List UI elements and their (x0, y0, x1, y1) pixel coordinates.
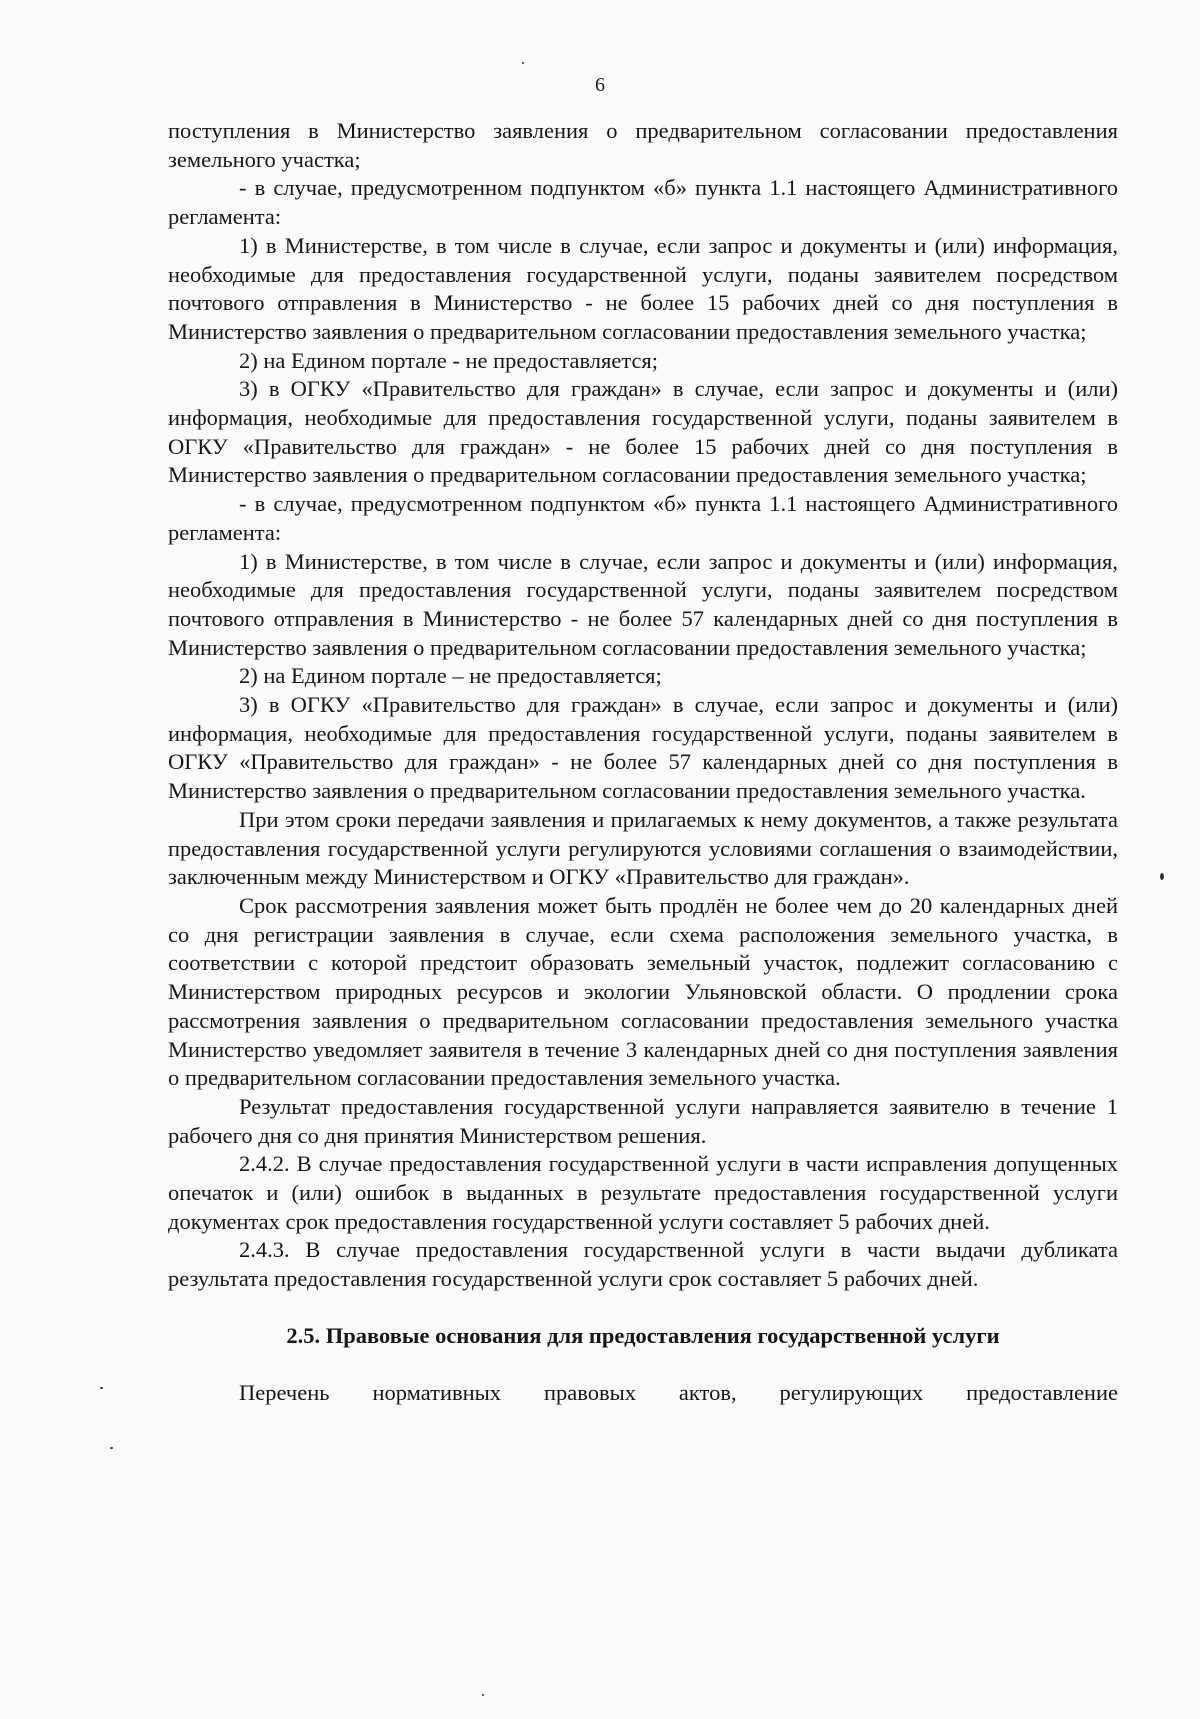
section-gap (168, 1294, 1118, 1322)
scan-speck (110, 1447, 113, 1449)
paragraph: 2) на Едином портале – не предоставляется; (239, 663, 662, 689)
paragraph: 3) в ОГКУ «Правительство для граждан» в случае, если запрос и документы и (или) информация, необходимые для предоставления государственной услуги, поданы заявителем в ОГКУ «Правительство для граждан» - не более 57 календарных дней со дня поступления в Министерство заявления о предварительном согласовании предоставления земельного участка. (168, 692, 1118, 804)
scan-speck (522, 62, 524, 64)
paragraph: 1) в Министерстве, в том числе в случае, если запрос и документы и (или) информация, необходимые для предоставления государственной услуги, поданы заявителем посредством почтового отправления в Министерство - не более 15 рабочих дней со дня поступления в Министерство заявления о предварительном согласовании предоставления земельного участка; (168, 232, 1118, 344)
paragraph: 2.4.3. В случае предоставления государственной услуги в части выдачи дубликата результата предоставления государственной услуги срок составляет 5 рабочих дней. (168, 1237, 1118, 1292)
paragraph: При этом сроки передачи заявления и прилагаемых к нему документов, а также результата предоставления государственной услуги регулируются условиями соглашения о взаимодействии, заключенным между Министерством и ОГКУ «Правительство для граждан». (168, 806, 1118, 890)
scan-speck (100, 1387, 103, 1389)
scan-speck (1160, 873, 1164, 880)
scan-speck (482, 1694, 484, 1696)
paragraph: 2) на Едином портале - не предоставляется; (239, 347, 659, 373)
paragraph: Результат предоставления государственной услуги направляется заявителю в течение 1 рабочего дня со дня принятия Министерством решения. (168, 1093, 1118, 1148)
paragraph: 1) в Министерстве, в том числе в случае, если запрос и документы и (или) информация, необходимые для предоставления государственной услуги, поданы заявителем посредством почтового отправления в Министерство - не более 57 календарных дней со дня поступления в Министерство заявления о предварительном согласовании предоставления земельного участка; (168, 548, 1118, 660)
document-body (168, 117, 1118, 1407)
paragraph: Перечень нормативных правовых актов, регулирующих предоставление (239, 1379, 1118, 1405)
paragraph: Срок рассмотрения заявления может быть продлён не более чем до 20 календарных дней со дня регистрации заявления в случае, если схема расположения земельного участка, в соответствии с которой предстоит образовать земельный участок, подлежит согласованию с Министерством природных ресурсов и экологии Ульяновской области. О продлении срока рассмотрения заявления о предварительном согласовании предоставления земельного участка Министерство уведомляет заявителя в течение 3 календарных дней со дня поступления заявления о предварительном согласовании предоставления земельного участка. (168, 892, 1118, 1091)
page-number: 6 (595, 74, 605, 96)
paragraph: поступления в Министерство заявления о предварительном согласовании предоставления земельного участка; (168, 118, 1118, 172)
paragraph: 3) в ОГКУ «Правительство для граждан» в случае, если запрос и документы и (или) информация, необходимые для предоставления государственной услуги, поданы заявителем в ОГКУ «Правительство для граждан» - не более 15 рабочих дней со дня поступления в Министерство заявления о предварительном согласовании предоставления земельного участка; (168, 376, 1118, 488)
paragraph: 2.4.2. В случае предоставления государственной услуги в части исправления допущенных опечаток и (или) ошибок в выданных в результате предоставления государственной услуги документах срок предоставления государственной услуги составляет 5 рабочих дней. (168, 1151, 1118, 1234)
section-gap (168, 1351, 1118, 1379)
section-heading: 2.5. Правовые основания для предоставления государственной услуги (286, 1322, 1000, 1348)
paragraph: - в случае, предусмотренном подпунктом «б» пункта 1.1 настоящего Административного регламента: (168, 491, 1118, 545)
paragraph: - в случае, предусмотренном подпунктом «б» пункта 1.1 настоящего Административного регламента: (168, 175, 1118, 230)
